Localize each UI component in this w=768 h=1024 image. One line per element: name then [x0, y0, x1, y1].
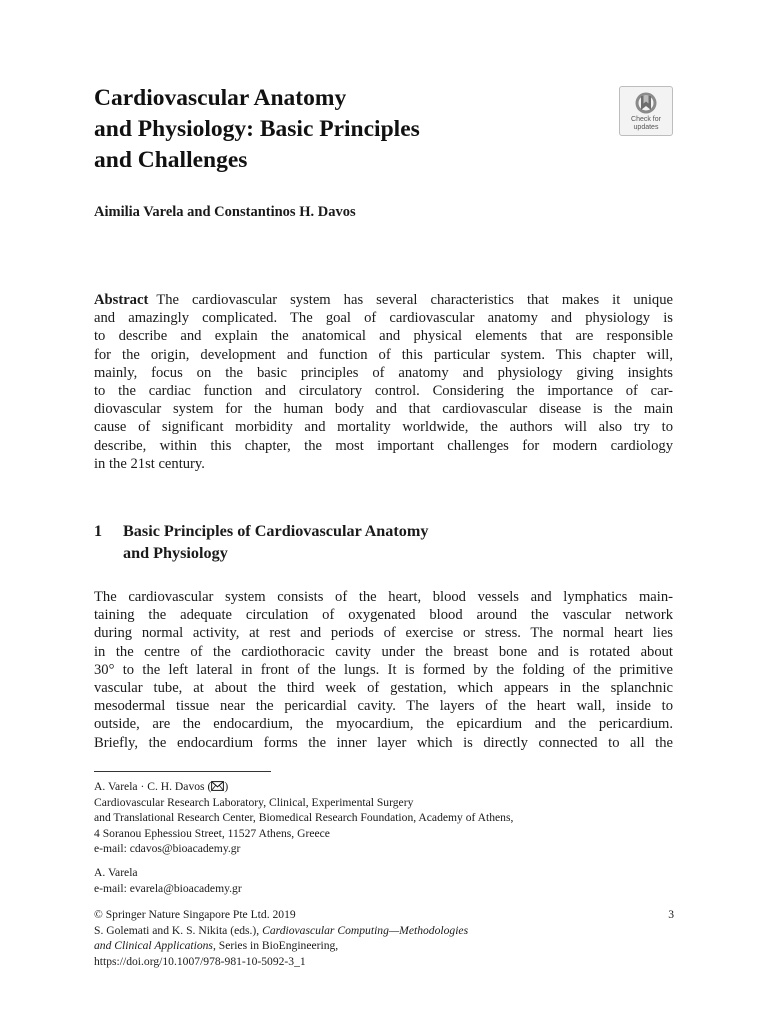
body-line: outside, are the endocardium, the myocardium, the epicardium and the pericardium.	[94, 716, 673, 733]
affiliation-line: Cardiovascular Research Laboratory, Clinical, Experimental Surgery	[94, 795, 414, 809]
abstract	[94, 291, 673, 473]
check-for-updates-icon	[633, 91, 659, 115]
abstract-text: The cardiovascular system has several characteristics that makes it unique	[156, 292, 673, 308]
abstract-line: diovascular system for the human body and that cardiovascular disease is the main	[94, 401, 673, 418]
author-names-close: )	[224, 780, 229, 793]
author-name-line: A. Varela	[94, 866, 138, 879]
body-line: during normal activity, at rest and periods of exercise or stress. The normal heart lies	[94, 625, 673, 642]
footnote-divider	[94, 771, 271, 772]
check-for-updates-badge[interactable]	[619, 86, 673, 136]
abstract-label: Abstract	[94, 292, 149, 308]
title-line: and Challenges	[94, 147, 248, 173]
copyright-line: © Springer Nature Singapore Pte Ltd. 2019	[94, 908, 296, 921]
title-line: Cardiovascular Anatomy	[94, 85, 347, 111]
envelope-icon[interactable]	[211, 781, 224, 791]
body-line: taining the adequate circulation of oxygenated blood around the vascular network	[94, 607, 673, 624]
abstract-line: cause of significant morbidity and mortality worldwide, the authors will also try to	[94, 419, 673, 436]
body-line: in the centre of the cardiothoracic cavity under the breast bone and is rotated about	[94, 643, 673, 660]
body-paragraph	[94, 588, 673, 752]
badge-label-line: Check for	[631, 116, 661, 123]
body-line: The cardiovascular system consists of the heart, blood vessels and lymphatics main-	[94, 589, 673, 605]
series-name: , Series in BioEngineering,	[212, 939, 339, 952]
citation-editors: S. Golemati and K. S. Nikita (eds.),	[94, 923, 263, 937]
doi-link[interactable]: https://doi.org/10.1007/978-981-10-5092-3_1	[94, 954, 306, 968]
section-title-line: Basic Principles of Cardiovascular Anatomy	[123, 522, 429, 540]
section-heading	[94, 520, 428, 564]
second-author-footnote	[94, 865, 674, 896]
copyright-block	[94, 907, 674, 969]
chapter-title	[94, 83, 574, 176]
author-names-line	[94, 779, 674, 795]
abstract-line: and amazingly complicated. The goal of cardiovascular anatomy and physiology is	[94, 310, 673, 327]
abstract-line: mainly, focus on the basic principles of anatomy and physiology giving insights	[94, 364, 673, 381]
title-line: and Physiology: Basic Principles	[94, 116, 420, 142]
badge-label	[620, 116, 672, 131]
section-number: 1	[94, 522, 103, 540]
abstract-line: for the origin, development and function of this particular system. This chapter will,	[94, 346, 673, 363]
abstract-line: describe, within this chapter, the most important challenges for modern cardiology	[94, 437, 673, 454]
body-line: vascular tube, at about the third week of gestation, which appears in the splanchnic	[94, 680, 673, 697]
body-line: 30° to the left lateral in front of the lungs. It is formed by the folding of the primitive	[94, 661, 673, 678]
abstract-line: to the cardiac function and circulatory control. Considering the importance of car-	[94, 383, 673, 400]
section-title-line: and Physiology	[123, 544, 228, 562]
abstract-line: to describe and explain the anatomical and physical elements that are responsible	[94, 328, 673, 345]
book-title: Cardiovascular Computing—Methodologies	[262, 923, 469, 937]
email-line[interactable]: e-mail: evarela@bioacademy.gr	[94, 881, 242, 895]
authors: Aimilia Varela and Constantinos H. Davos	[94, 204, 356, 220]
citation-line	[94, 938, 674, 954]
page-number: 3	[668, 908, 674, 921]
abstract-line	[94, 291, 673, 309]
affiliation-line: 4 Soranou Ephessiou Street, 11527 Athens, Greece	[94, 826, 330, 840]
citation-line	[94, 923, 674, 939]
email-line[interactable]: e-mail: cdavos@bioacademy.gr	[94, 842, 241, 855]
author-affiliation-footnote	[94, 779, 674, 857]
badge-label-line: updates	[633, 123, 659, 131]
book-title: and Clinical Applications	[94, 939, 213, 952]
author-names: A. Varela · C. H. Davos (	[94, 780, 212, 793]
affiliation-line: and Translational Research Center, Biomedical Research Foundation, Academy of Athens,	[94, 811, 514, 824]
body-line: mesodermal tissue near the pericardial cavity. The layers of the heart wall, inside to	[94, 698, 673, 715]
abstract-line: in the 21st century.	[94, 455, 205, 472]
body-line: Briefly, the endocardium forms the inner layer which is directly connected to all the	[94, 734, 673, 751]
